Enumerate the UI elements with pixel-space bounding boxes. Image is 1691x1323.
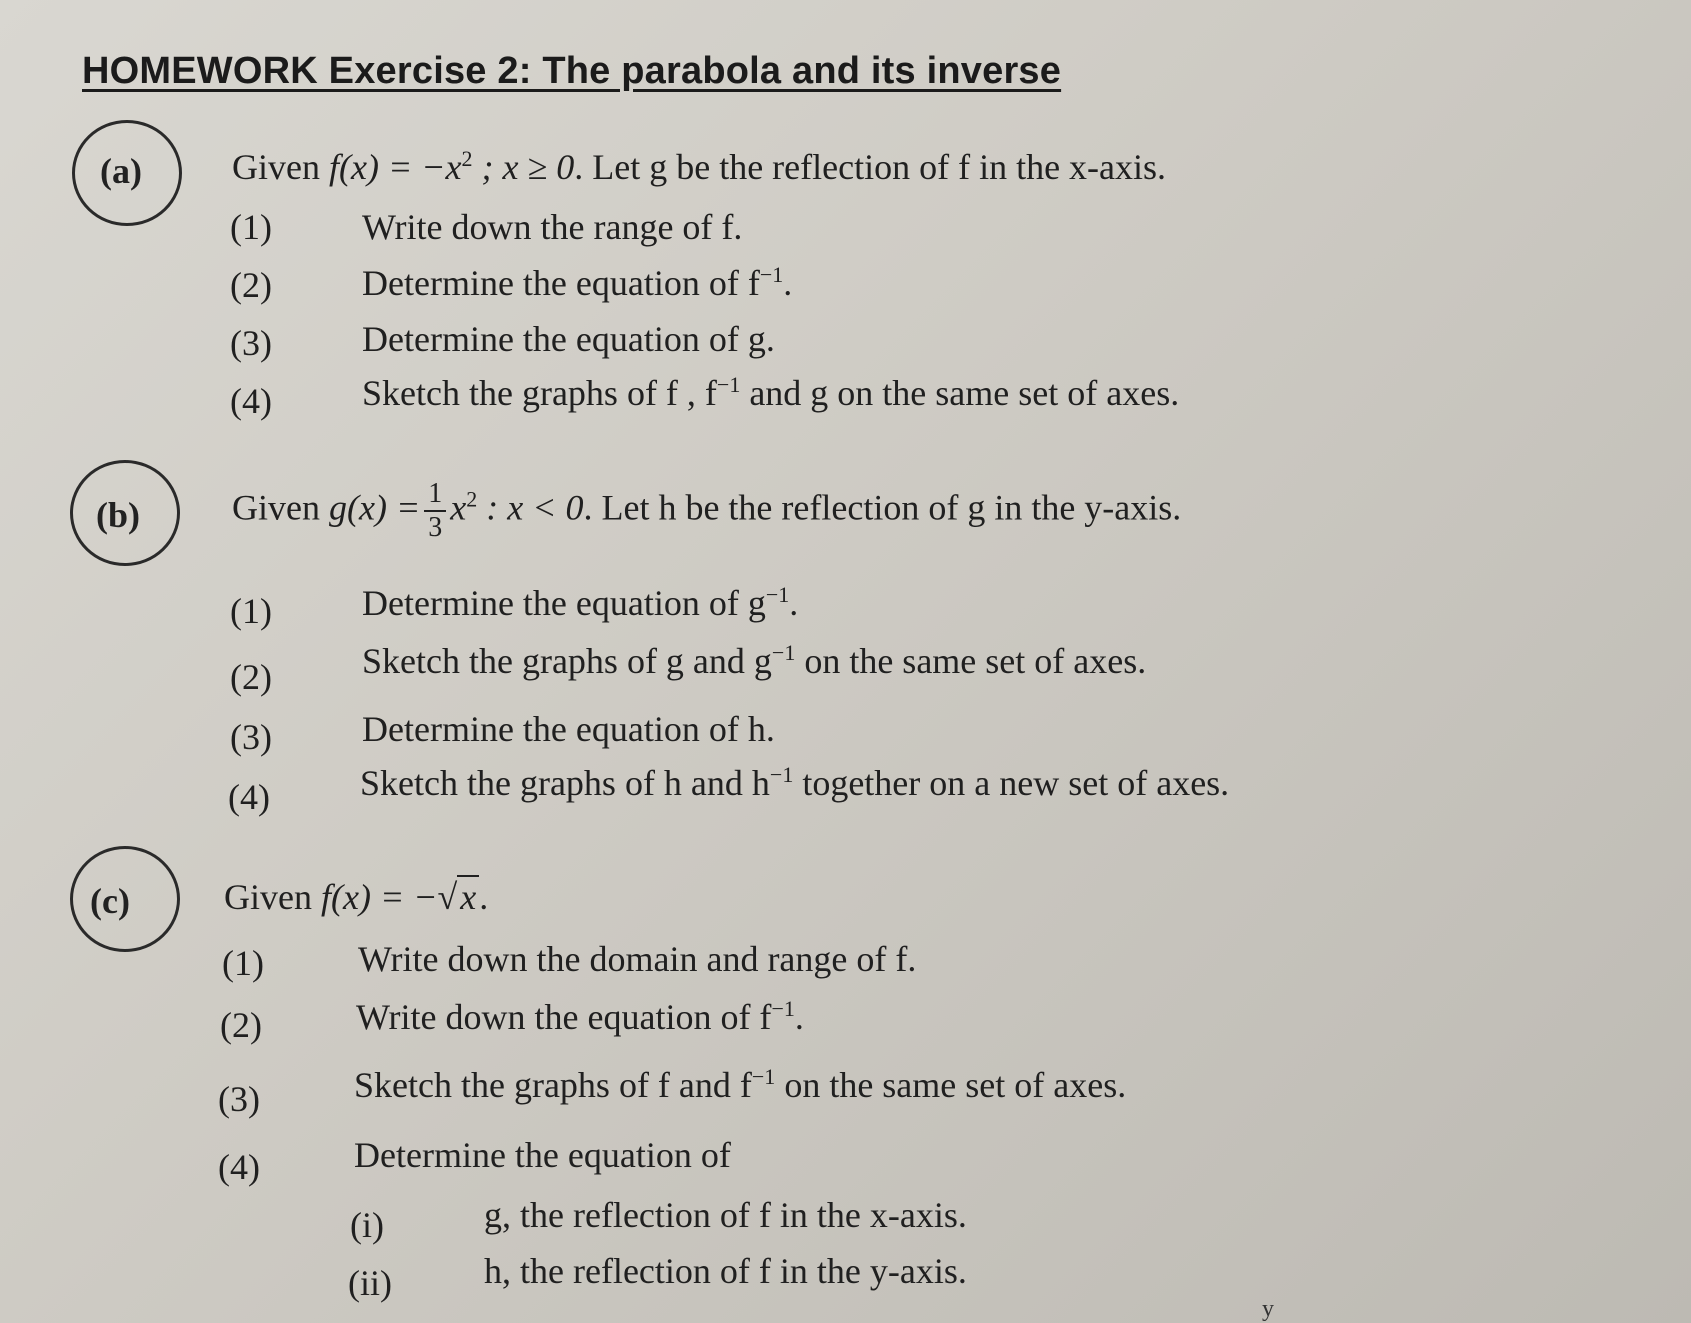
- given-function: g(x) =: [328, 487, 421, 528]
- item-text: Write down the range of f.: [362, 207, 743, 247]
- item-number: (2): [230, 657, 272, 697]
- section-b-given: Given g(x) = $\frac{1}{3}$ $x^2$ : x < 0. Let h be the reflection of g in the y-axis.: [232, 478, 1182, 543]
- item-number: (1): [222, 943, 264, 983]
- subitem-number: (ii): [348, 1263, 392, 1303]
- item-number: (2): [220, 1005, 262, 1045]
- item-number: (1): [230, 591, 272, 631]
- given-function: f(x) = −: [320, 877, 438, 917]
- item-text: Sketch the graphs of f , $f^{-1}$ and g on the same set of axes.: [362, 372, 1180, 413]
- subitem-text: g, the reflection of f in the x-axis.: [484, 1195, 967, 1235]
- item-number: (1): [230, 207, 272, 247]
- item-text: Sketch the graphs of g and $g^{-1}$ on the same set of axes.: [362, 640, 1147, 681]
- item-text: Determine the equation of $f^{-1}$.: [362, 262, 793, 303]
- item-text: Determine the equation of h.: [362, 709, 775, 749]
- item-text: Write down the domain and range of f.: [358, 939, 917, 979]
- given-function: f(x) = −x: [328, 147, 462, 187]
- item-number: (4): [218, 1147, 260, 1187]
- item-number: (4): [228, 777, 270, 817]
- page-title: HOMEWORK Exercise 2: The parabola and its inverse: [82, 50, 1062, 92]
- item-text: Write down the equation of $f^{-1}$.: [356, 996, 804, 1037]
- item-number: (4): [230, 381, 272, 421]
- subitem-text: h, the reflection of f in the y-axis.: [484, 1251, 967, 1291]
- item-text: Sketch the graphs of f and $f^{-1}$ on the same set of axes.: [354, 1064, 1127, 1105]
- square-root: √x: [438, 876, 480, 918]
- section-c-given: Given f(x) = −√x.: [224, 877, 489, 917]
- subitem-number: (i): [350, 1205, 384, 1245]
- given-prefix: Given: [232, 147, 320, 187]
- given-exponent: 2: [461, 146, 473, 171]
- given-suffix: . Let g be the reflection of f in the x-axis.: [574, 147, 1167, 187]
- item-number: (2): [230, 265, 272, 305]
- axis-label-y: y: [1262, 1296, 1274, 1322]
- item-number: (3): [230, 323, 272, 363]
- item-number: (3): [230, 717, 272, 757]
- section-a-label: (a): [100, 151, 142, 191]
- item-text: Sketch the graphs of h and $h^{-1}$ together on a new set of axes.: [360, 762, 1230, 803]
- item-number: (3): [218, 1079, 260, 1119]
- given-condition: : x < 0: [486, 487, 584, 528]
- section-a-given: [232, 146, 1166, 188]
- section-c-label: (c): [90, 881, 130, 921]
- section-b-label: (b): [96, 495, 140, 535]
- fraction: $\frac{1}{3}$: [424, 480, 446, 542]
- given-condition: ; x ≥ 0: [481, 147, 575, 187]
- item-text: Determine the equation of $g^{-1}$.: [362, 582, 799, 623]
- item-text: Determine the equation of g.: [362, 319, 775, 359]
- item-text: Determine the equation of: [354, 1135, 731, 1175]
